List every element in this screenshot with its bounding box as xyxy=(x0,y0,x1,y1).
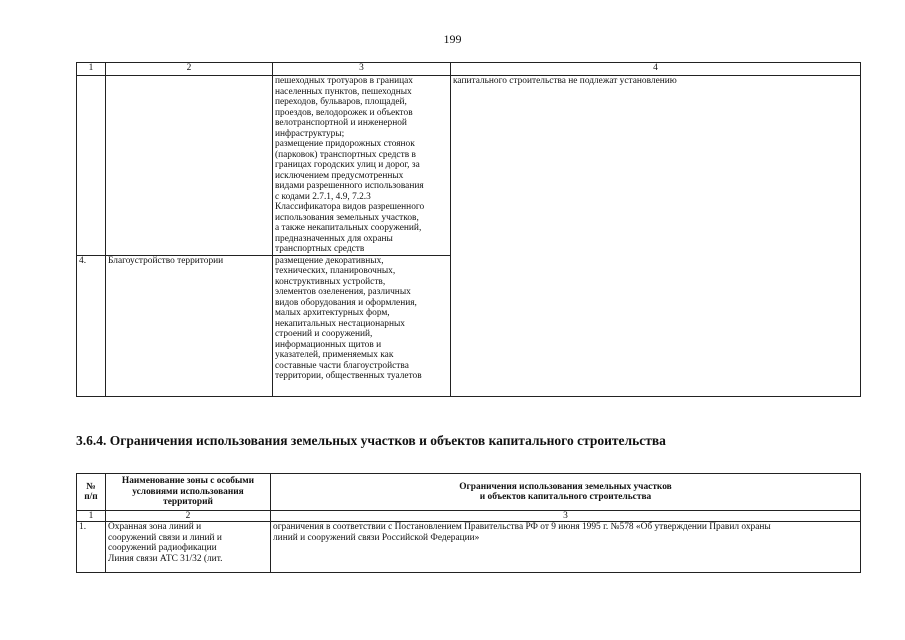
column-number-3: 3 xyxy=(273,63,451,76)
column-number-1: 1 xyxy=(77,63,106,76)
header-zone-name: Наименование зоны с особыми условиями использования территорий xyxy=(106,474,271,511)
page-number: 199 xyxy=(443,32,462,46)
restrictions-table xyxy=(76,473,861,573)
column-number-2: 2 xyxy=(106,511,271,522)
table-row xyxy=(77,76,861,256)
table-column-numbers-row xyxy=(77,511,861,522)
row-number-cell xyxy=(77,76,106,256)
row-number-cell: 1. xyxy=(77,522,106,573)
column-number-2: 2 xyxy=(106,63,273,76)
header-number: № п/п xyxy=(77,474,106,511)
section-heading: 3.6.4. Ограничения использования земельных участков и объектов капитального строительства xyxy=(76,433,666,448)
construction-limits-cell: капитального строительства не подлежат установлению xyxy=(451,76,861,397)
column-number-1: 1 xyxy=(77,511,106,522)
use-name-cell: Благоустройство территории xyxy=(106,255,273,396)
column-number-4: 4 xyxy=(451,63,861,76)
column-number-3: 3 xyxy=(271,511,861,522)
zone-name-cell: Охранная зона линий и сооружений связи и линий и сооружений радиофикации Линия связи АТС 31/32 (лит. xyxy=(106,522,271,573)
header-restrictions: Ограничения использования земельных участков и объектов капитального строительства xyxy=(271,474,861,511)
restriction-cell: ограничения в соответствии с Постановлением Правительства РФ от 9 июня 1995 г. №578 «Об утверждении Правил охраны линий и сооружений связи Российской Федерации» xyxy=(271,522,861,573)
table-header-row xyxy=(77,474,861,511)
use-name-cell xyxy=(106,76,273,256)
use-description-cell: размещение декоративных, технических, планировочных, конструктивных устройств, элементов озеленения, различных видов оборудования и оформления, малых архитектурных форм, некапитальных нестационарных строений и сооружений, информационных щитов и указателей, применяемых как составные части благоустройства территории, общественных туалетов xyxy=(273,255,451,396)
table-header-row xyxy=(77,63,861,76)
permitted-uses-table xyxy=(76,62,861,397)
table-row xyxy=(77,522,861,573)
row-number-cell: 4. xyxy=(77,255,106,396)
use-description-cell: пешеходных тротуаров в границах населенных пунктов, пешеходных переходов, бульваров, площадей, проездов, велодорожек и объектов велотранспортной и инженерной инфраструктуры; размещение придорожных стоянок (парковок) транспортных средств в границах городских улиц и дорог, за исключением предусмотренных видами разрешенного использования с кодами 2.7.1, 4.9, 7.2.3 Классификатора видов разрешенного использования земельных участков, а также некапитальных сооружений, предназначенных для охраны транспортных средств xyxy=(273,76,451,256)
